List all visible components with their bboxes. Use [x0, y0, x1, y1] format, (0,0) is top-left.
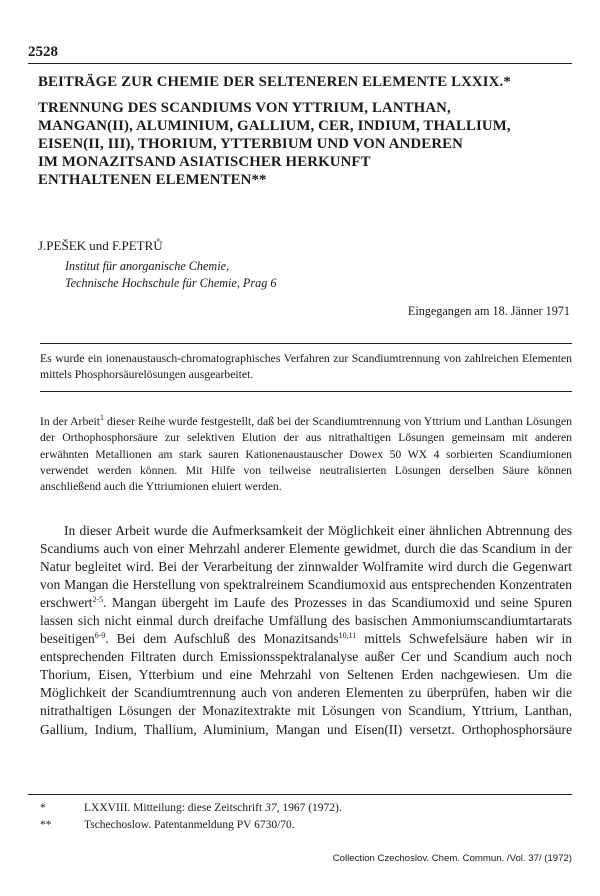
reference-mark: 6-9 — [94, 631, 106, 641]
page-number: 2528 — [28, 44, 58, 60]
footnote-mark: ** — [40, 819, 52, 831]
intro-paragraph — [40, 414, 572, 495]
footnote-text: Tschechoslow. Patentanmeldung PV 6730/70. — [84, 819, 295, 831]
reference-mark: 10,11 — [338, 631, 357, 641]
title-line: IM MONAZITSAND ASIATISCHER HERKUNFT — [38, 154, 371, 170]
body-text-run: . Bei dem Aufschluß des Monazitsands — [105, 631, 339, 647]
body-text-run: . Mangan übergeht im Laufe des Prozesses in das Scandiumoxid und seine Spuren lassen sich nicht einmal durch dreifache Umfällung des basischen Ammoniumscandiumtartarats beseitigen — [40, 595, 572, 647]
body-text-run: In dieser Arbeit wurde die Aufmerksamkeit der Möglichkeit einer ähnlichen Abtrennung des Scandiums auch von einer Mehrzahl anderer Elemente gewidmet, durch die das Scandium in der Natur begleitet wird. Bei der Verarbeitung der zinnwalder Wolframite wird durch die Gegenwart von Mangan die Herstellung von spektralreinem Scandiumoxid aus entsprechenden Konzentraten erschwert — [40, 523, 572, 611]
reference-mark: 1 — [99, 413, 104, 422]
abstract-rule-bottom — [40, 391, 572, 392]
reference-mark: 2-5 — [92, 595, 104, 605]
intro-text: dieser Reihe wurde festgestellt, daß bei der Scandiumtrennung von Yttrium und Lanthan Lösungen der Orthophosphorsäure zur selektiven Elution der aus nitrathaltigen Lösungen gemeinsam mit anderen erwähnten Metallionen am stark sauren Kationenaustauscher Dowex 50 WX 4 sorbierten Scandiumionen verwendet werden können. Mit Hilfe von teilweise neutralisierten Lösungen derselben Säure können anschließend auch die Yttriumionen eluiert werden. — [40, 415, 572, 494]
institution-line: Institut für anorganische Chemie, — [65, 259, 230, 273]
title-line: TRENNUNG DES SCANDIUMS VON YTTRIUM, LANTHAN, — [38, 100, 451, 116]
body-text-run: mittels Schwefelsäure haben wir in entsprechenden Filtraten durch Emissionsspektralanalyse außer Cer und Scandium auch noch Thorium, Eisen, Ytterbium und eine Mehrzahl von Seltenen Erden nachgewiesen. Um die Möglichkeit der Scandiumtrennung auch von anderen Elementen zu überprüfen, haben wir die nitrathaltigen Lösungen der Monazitextrakte mit Lösungen von Scandium, Yttrium, Lanthan, Gallium, Indium, Thallium, Aluminium, Mangan und Eisen(II) versetzt. Orthophosphorsäure — [40, 631, 572, 737]
footnote-mark: * — [40, 802, 46, 814]
abstract: Es wurde ein ionenaustausch-chromatographisches Verfahren zur Scandiumtrennung von zahlreichen Elementen mittels Phosphorsäurelösungen ausgearbeitet. — [40, 352, 572, 382]
footnote-text: LXXVIII. Mitteilung: diese Zeitschrift — [84, 802, 266, 814]
title-line: EISEN(II, III), THORIUM, YTTERBIUM UND VON ANDEREN — [38, 136, 464, 152]
footnote — [40, 801, 342, 816]
abstract-rule-top — [40, 343, 572, 344]
footnote-volume: 37, — [265, 802, 280, 814]
institution — [65, 258, 276, 292]
footnote-rule — [28, 794, 572, 795]
journal-footer: Collection Czechoslov. Chem. Commun. /Vol. 37/ (1972) — [332, 853, 572, 864]
institution-line: Technische Hochschule für Chemie, Prag 6 — [65, 276, 277, 290]
header-rule — [28, 63, 572, 64]
title-line: MANGAN(II), ALUMINIUM, GALLIUM, CER, INDIUM, THALLIUM, — [38, 118, 511, 134]
body-text — [40, 522, 572, 739]
article-title — [38, 73, 511, 189]
footnote — [40, 818, 295, 833]
intro-text: In der Arbeit — [40, 415, 100, 428]
received-date: Eingegangen am 18. Jänner 1971 — [407, 304, 570, 318]
authors: J.PEŠEK und F.PETRŮ — [38, 238, 163, 253]
title-line: BEITRÄGE ZUR CHEMIE DER SELTENEREN ELEMENTE LXXIX.* — [38, 74, 511, 90]
body-paragraph — [40, 522, 572, 739]
title-line: ENTHALTENEN ELEMENTEN** — [38, 172, 267, 188]
footnote-text: 1967 (1972). — [279, 802, 342, 814]
